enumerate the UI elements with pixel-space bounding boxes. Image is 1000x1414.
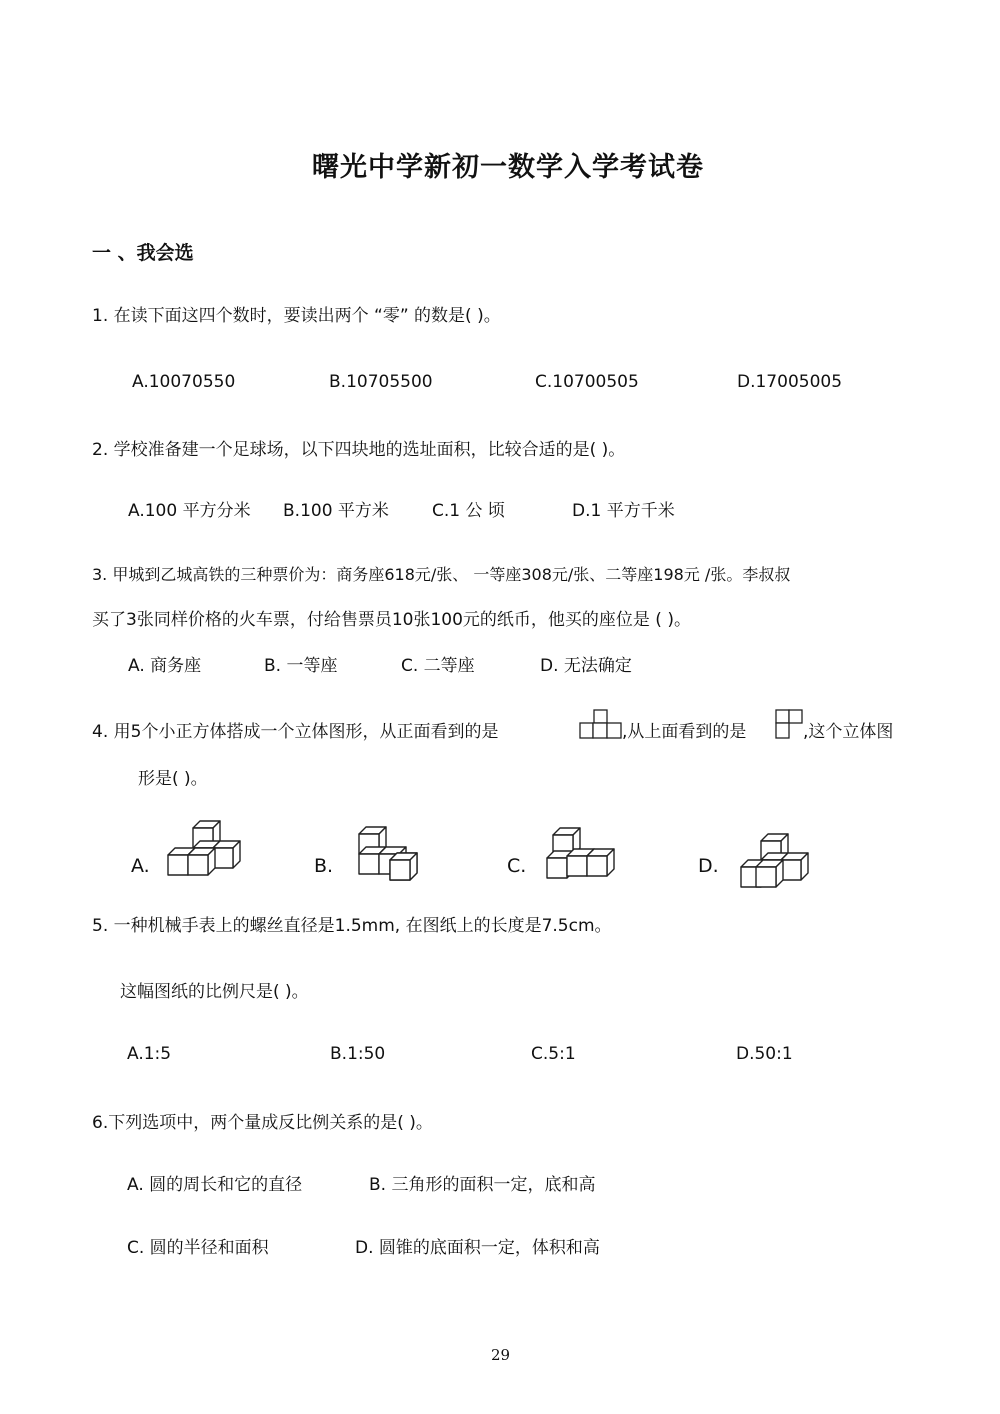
q4-option-d: D. bbox=[698, 855, 719, 877]
q6-option-c: C. 圆的半径和面积 bbox=[127, 1238, 269, 1258]
question-5-text-line2: 这幅图纸的比例尺是( )。 bbox=[120, 982, 309, 1002]
q3-option-d: D. 无法确定 bbox=[540, 656, 632, 676]
q4-option-c: C. bbox=[507, 855, 527, 877]
question-2-text: 2. 学校准备建一个足球场，以下四块地的选址面积，比较合适的是( )。 bbox=[92, 440, 626, 460]
question-4-text-line2: 形是( )。 bbox=[138, 769, 208, 789]
question-3-text: 3. 甲城到乙城高铁的三种票价为：商务座618元/张、 一等座308元/张、二等座198元 /张。李叔叔 bbox=[92, 565, 791, 584]
cube bbox=[359, 854, 379, 874]
q5-option-d: D.50:1 bbox=[736, 1044, 793, 1064]
page-title: 曙光中学新初一数学入学考试卷 bbox=[312, 152, 704, 183]
q2-option-c: C.1 公 顷 bbox=[432, 501, 505, 521]
cube-figure-b bbox=[356, 825, 426, 885]
cube bbox=[587, 856, 607, 876]
cube bbox=[567, 856, 587, 876]
q4-option-a: A. bbox=[131, 855, 150, 877]
q6-option-d: D. 圆锥的底面积一定，体积和高 bbox=[355, 1238, 600, 1258]
question-3-text-line2: 买了3张同样价格的火车票，付给售票员10张100元的纸币，他买的座位是 ( )。 bbox=[92, 610, 691, 630]
q2-option-a: A.100 平方分米 bbox=[128, 501, 251, 521]
cube-figure-d bbox=[738, 833, 818, 893]
question-4-text-c: ,这个立体图 bbox=[803, 722, 894, 742]
q1-option-c: C.10700505 bbox=[535, 372, 639, 392]
cube-figure-c bbox=[545, 826, 625, 886]
question-5-text: 5. 一种机械手表上的螺丝直径是1.5mm, 在图纸上的长度是7.5cm。 bbox=[92, 916, 612, 936]
q5-option-b: B.1:50 bbox=[330, 1044, 386, 1064]
q1-option-b: B.10705500 bbox=[329, 372, 433, 392]
q2-option-b: B.100 平方米 bbox=[283, 501, 389, 521]
q2-option-d: D.1 平方千米 bbox=[572, 501, 675, 521]
cube-figure-a bbox=[165, 820, 245, 880]
q6-option-a: A. 圆的周长和它的直径 bbox=[127, 1175, 303, 1195]
question-4-text-b: ,从上面看到的是 bbox=[622, 722, 747, 742]
cube bbox=[188, 855, 208, 875]
question-4-text-a: 4. 用5个小正方体搭成一个立体图形，从正面看到的是 bbox=[92, 722, 499, 742]
cube bbox=[547, 858, 567, 878]
q1-option-a: A.10070550 bbox=[132, 372, 236, 392]
q5-option-a: A.1:5 bbox=[127, 1044, 172, 1064]
q3-option-c: C. 二等座 bbox=[401, 656, 475, 676]
question-1-text: 1. 在读下面这四个数时，要读出两个 “零” 的数是( )。 bbox=[92, 306, 501, 326]
cube bbox=[168, 855, 188, 875]
question-6-text: 6.下列选项中，两个量成反比例关系的是( )。 bbox=[92, 1113, 433, 1133]
q5-option-c: C.5:1 bbox=[531, 1044, 576, 1064]
cube bbox=[781, 860, 801, 880]
section-heading: 一 、我会选 bbox=[92, 242, 194, 264]
q3-option-b: B. 一等座 bbox=[264, 656, 338, 676]
q3-option-a: A. 商务座 bbox=[128, 656, 202, 676]
cube bbox=[390, 860, 410, 880]
cube bbox=[756, 867, 776, 887]
q1-option-d: D.17005005 bbox=[737, 372, 843, 392]
q6-option-b: B. 三角形的面积一定，底和高 bbox=[369, 1175, 596, 1195]
page-number: 29 bbox=[491, 1346, 511, 1364]
front-view-icon bbox=[579, 709, 623, 741]
cube bbox=[213, 848, 233, 868]
q4-option-b: B. bbox=[314, 855, 334, 877]
